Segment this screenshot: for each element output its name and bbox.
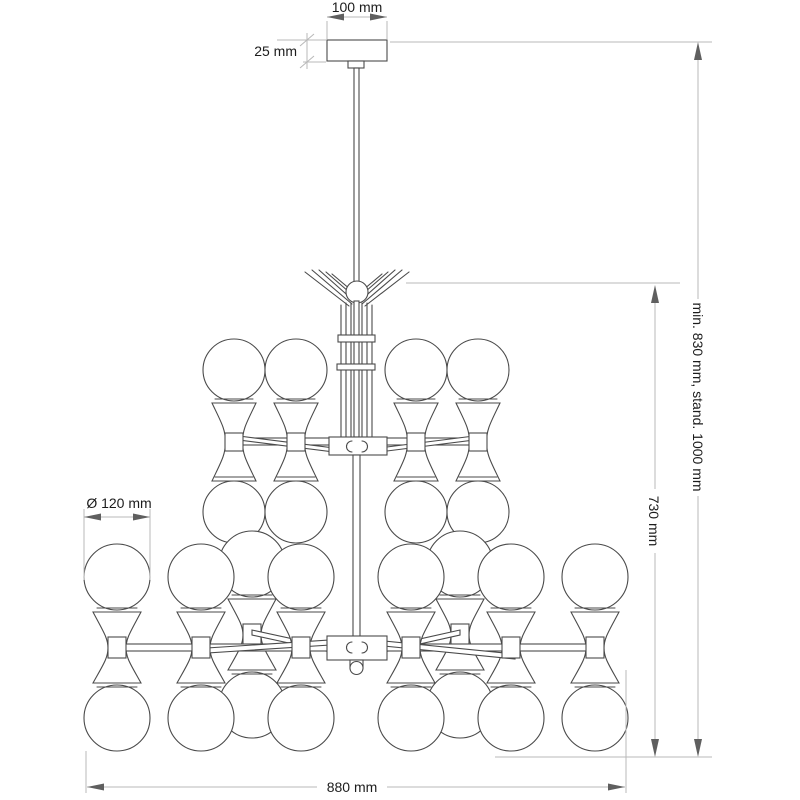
- canopy: [327, 40, 387, 68]
- canopy-width-label: 100 mm: [331, 0, 383, 15]
- arrow-left-icon: [87, 784, 104, 791]
- centre-stem: [353, 455, 360, 638]
- lower-hub: [327, 636, 387, 675]
- fixture-width-label: 880 mm: [326, 779, 378, 795]
- chandelier: [84, 40, 628, 751]
- canopy-height-label: 25 mm: [254, 43, 297, 59]
- dimension-fixture-width: [86, 670, 626, 795]
- arrow-down-icon: [694, 739, 702, 757]
- arrow-up-icon: [651, 285, 659, 303]
- arrow-right-icon: [608, 784, 625, 791]
- arrow-down-icon: [651, 739, 659, 757]
- crown-ball: [346, 281, 368, 303]
- hanging-rod: [354, 68, 359, 282]
- dimension-canopy-width: [327, 0, 387, 39]
- arrow-left-icon: [84, 514, 101, 521]
- arrow-up-icon: [694, 42, 702, 60]
- globe-diameter-label: Ø 120 mm: [86, 495, 152, 511]
- fixture-height-label: 730 mm: [646, 495, 662, 547]
- upper-hub: [329, 437, 387, 455]
- suspension-range-label: min. 830 mm, stand. 1000 mm: [690, 302, 706, 492]
- rod-bundle: [337, 301, 375, 437]
- dimension-canopy-height: [254, 33, 326, 69]
- arrow-right-icon: [133, 514, 150, 521]
